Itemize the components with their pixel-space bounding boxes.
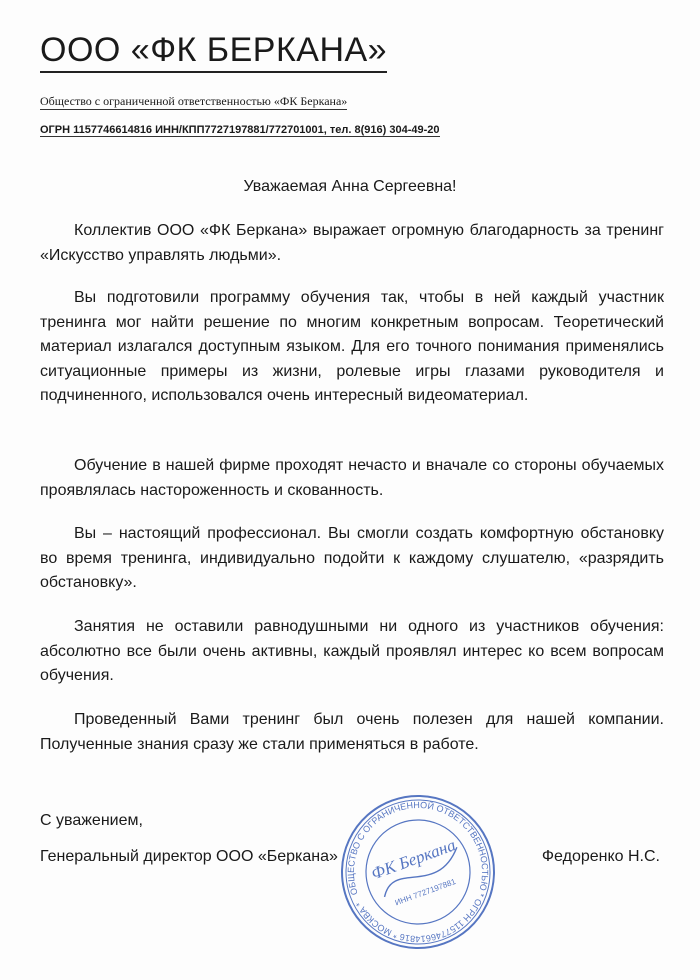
stamp-inner-text: ИНН 7727197881: [393, 877, 457, 908]
company-seal-stamp: [338, 792, 498, 952]
greeting: Уважаемая Анна Сергеевна!: [243, 178, 457, 195]
paragraph-5: Занятия не оставили равнодушными ни одного из участников обучения: абсолютно все были очень активны, каждый проявлял интерес ко всем вопросам обучения.: [40, 618, 664, 685]
paragraph-1: Коллектив ООО «ФК Беркана» выражает огромную благодарность за тренинг «Искусство управлять людьми».: [40, 222, 664, 264]
paragraph-6: Проведенный Вами тренинг был очень полезен для нашей компании. Полученные знания сразу же стали применяться в работе.: [40, 711, 664, 753]
stamp-ring-text: ОБЩЕСТВО С ОГРАНИЧЕННОЙ ОТВЕТСТВЕННОСТЬЮ * ОГРН 1157746614816 * МОСКВА *: [345, 799, 491, 945]
paragraph-3: Обучение в нашей фирме проходят нечасто и вначале со стороны обучаемых проявлялась настороженность и скованность.: [40, 457, 664, 499]
signer-name: Федоренко Н.С.: [541, 848, 660, 865]
company-name-heading: ООО «ФК БЕРКАНА»: [40, 30, 387, 73]
paragraph-2: Вы подготовили программу обучения так, чтобы в ней каждый участник тренинга мог найти решение по многим конкретным вопросам. Теоретический материал излагался доступным языком. Для его точного понимания применялись ситуационные примеры из жизни, ролевые игры глазами руководителя и подчиненного, использовался очень интересный видеоматериал.: [40, 289, 664, 405]
company-requisites: ОГРН 1157746614816 ИНН/КПП7727197881/772701001, тел. 8(916) 304-49-20: [40, 124, 440, 136]
closing: С уважением,: [40, 812, 143, 829]
stamp-center-text: ФК Беркана: [368, 835, 459, 884]
signer-title: Генеральный директор ООО «Беркана»: [40, 848, 338, 865]
company-full-name: Общество с ограниченной ответственностью «ФК Беркана»: [40, 94, 348, 108]
paragraph-4: Вы – настоящий профессионал. Вы смогли создать комфортную обстановку во время тренинга, индивидуально подойти к каждому слушателю, «разрядить обстановку».: [40, 525, 664, 592]
